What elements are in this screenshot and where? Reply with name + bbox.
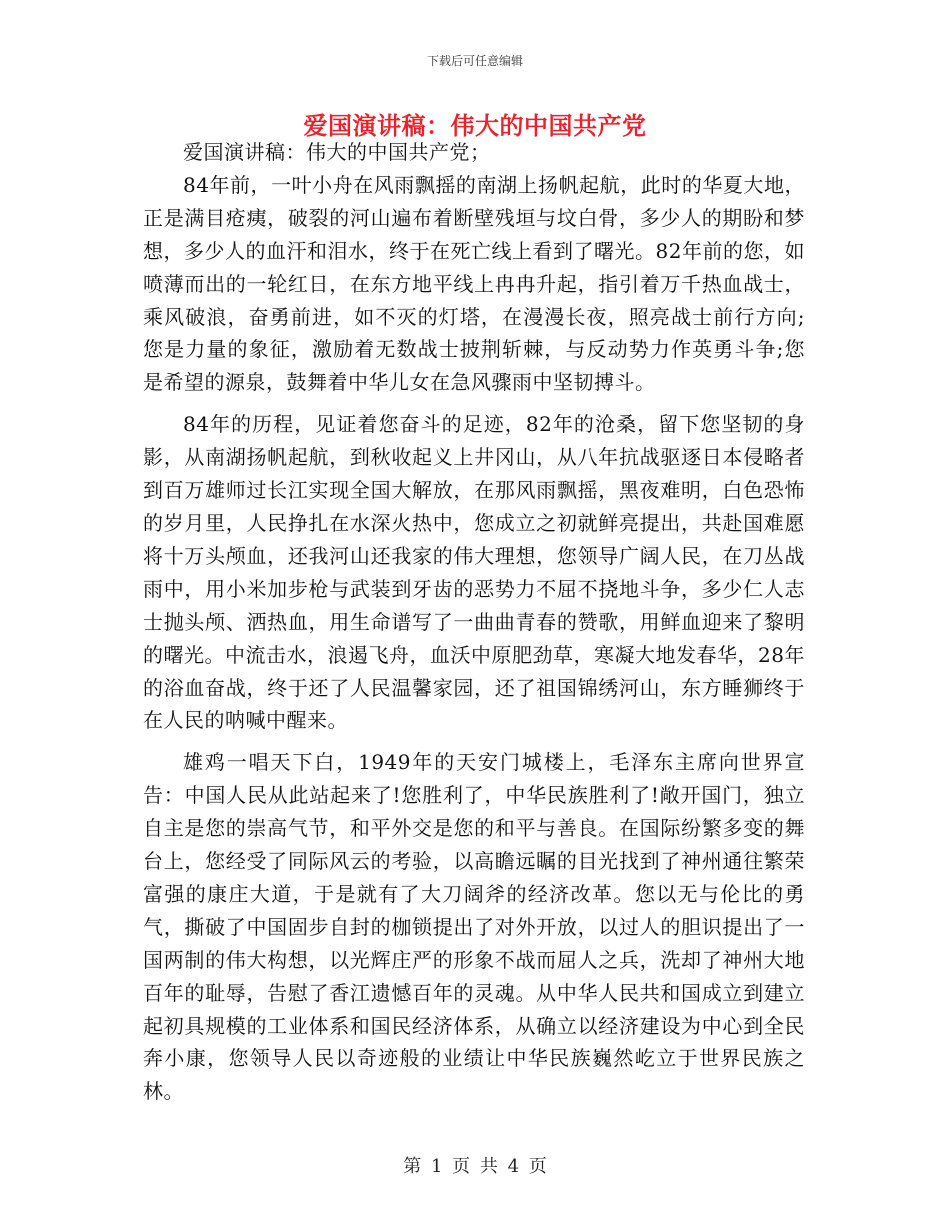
paragraph: 84年的历程，见证着您奋斗的足迹，82年的沧桑，留下您坚韧的身影，从南湖扬帆起航，到秋收起义上井冈山，从八年抗战驱逐日本侵略者到百万雄师过长江实现全国大解放，在那风雨飘摇，黑夜难明，白色恐怖的岁月里，人民挣扎在水深火热中，您成立之初就鲜亮提出，共赴国难愿将十万头颅血，还我河山还我家的伟大理想，您领导广阔人民，在刀丛战雨中，用小米加步枪与武装到牙齿的恶势力不屈不挠地斗争，多少仁人志士抛头颅、洒热血，用生命谱写了一曲曲青春的赞歌，用鲜血迎来了黎明的曙光。中流击水，浪遏飞舟，血沃中原肥劲草，寒凝大地发春华，28年的浴血奋战，终于还了人民温馨家园，还了祖国锦绣河山，东方睡狮终于在人民的呐喊中醒来。 xyxy=(143,412,805,733)
body-text xyxy=(143,136,805,1108)
paragraph: 雄鸡一唱天下白，1949年的天安门城楼上，毛泽东主席向世界宣告：中国人民从此站起来了!您胜利了，中华民族胜利了!敞开国门，独立自主是您的崇高气节，和平外交是您的和平与善良。在国际纷繁多变的舞台上，您经受了同际风云的考验，以高瞻远瞩的目光找到了神州通往繁荣富强的康庄大道，于是就有了大刀阔斧的经济改革。您以无与伦比的勇气，撕破了中国固步自封的枷锁提出了对外开放，以过人的胆识提出了一国两制的伟大构想，以光辉庄严的形象不战而屈人之兵，洗却了神州大地百年的耻辱，告慰了香江遗憾百年的灵魂。从中华人民共和国成立到建立起初具规模的工业体系和国民经济体系，从确立以经济建设为中心到全民奔小康，您领导人民以奇迹般的业绩让中华民族巍然屹立于世界民族之林。 xyxy=(143,750,805,1104)
page-footer: 第 1 页 共 4 页 xyxy=(403,1156,547,1177)
header-note: 下载后可任意编辑 xyxy=(426,54,523,68)
paragraph: 84年前，一叶小舟在风雨飘摇的南湖上扬帆起航，此时的华夏大地，正是满目疮痍，破裂的河山遍布着断壁残垣与坟白骨，多少人的期盼和梦想，多少人的血汗和泪水，终于在死亡线上看到了曙光。82年前的您，如喷薄而出的一轮红日，在东方地平线上冉冉升起，指引着万千热血战士，乘风破浪，奋勇前进，如不灭的灯塔，在漫漫长夜，照亮战士前行方向;您是力量的象征，激励着无数战士披荆斩棘，与反动势力作英勇斗争;您是希望的源泉，鼓舞着中华儿女在急风骤雨中坚韧搏斗。 xyxy=(143,172,805,395)
document-title: 爱国演讲稿：伟大的中国共产党 xyxy=(303,111,647,140)
paragraph: 爱国演讲稿：伟大的中国共产党； xyxy=(183,140,491,164)
